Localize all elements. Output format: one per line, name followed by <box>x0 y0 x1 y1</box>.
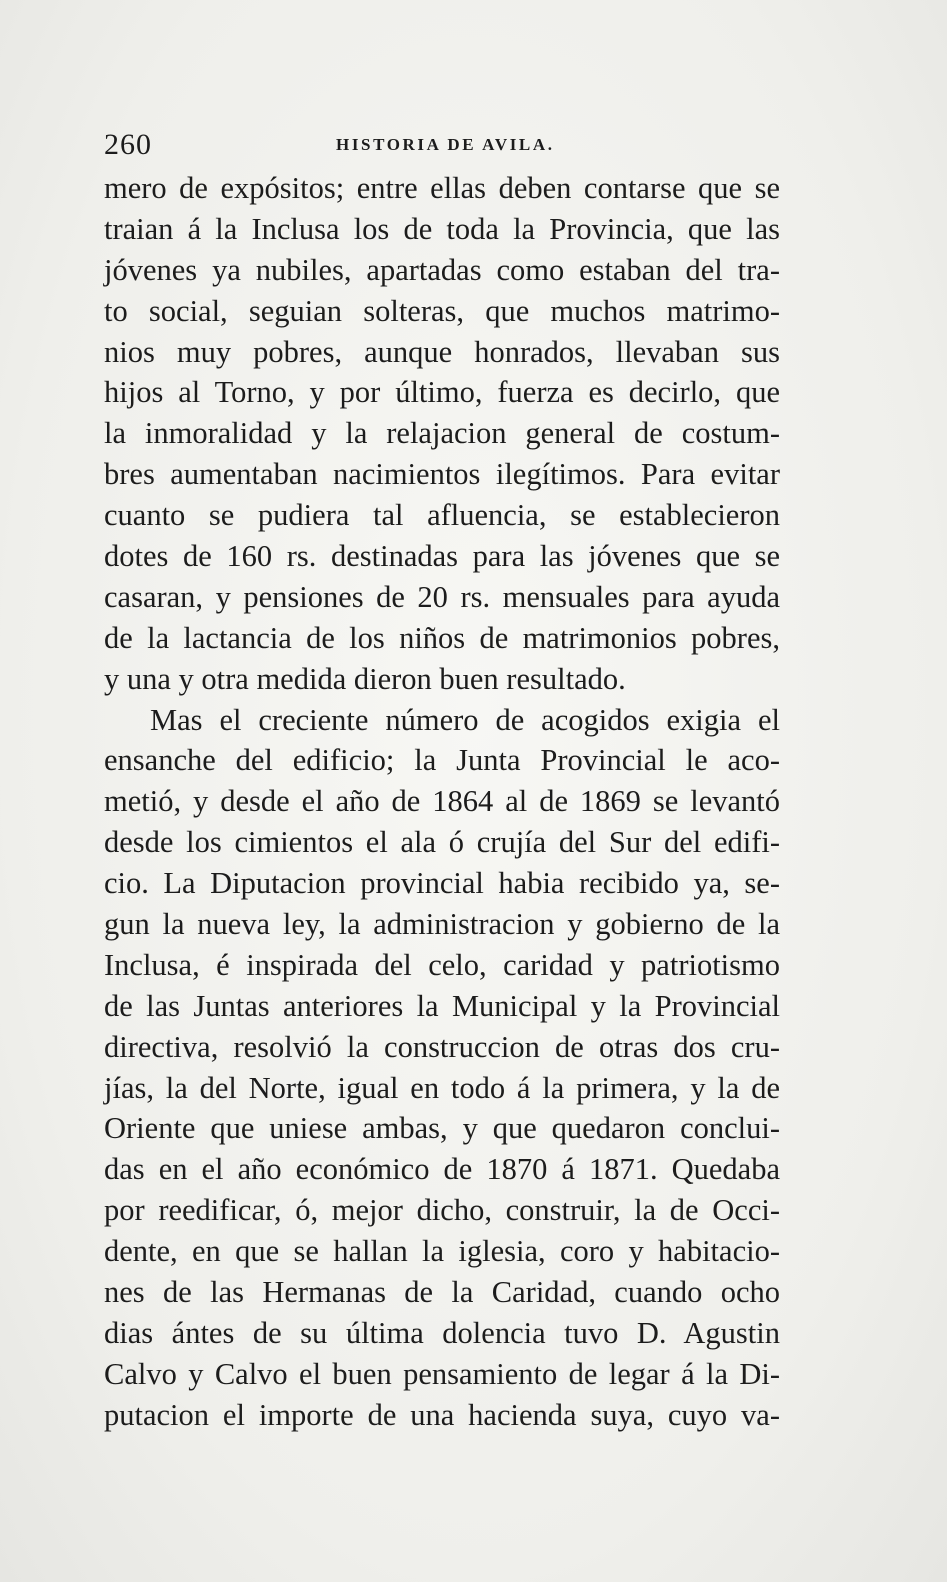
text-line: Calvo y Calvo el buen pensamiento de legar á la Di- <box>104 1356 780 1391</box>
text-line: mero de expósitos; entre ellas deben contarse que se <box>104 171 780 205</box>
text-line: putacion el importe de una hacienda suya, cuyo va- <box>104 1397 780 1432</box>
text-line: de las Juntas anteriores la Municipal y la Provincial <box>104 988 780 1023</box>
text-line: ensanche del edificio; la Junta Provincial le aco- <box>104 743 780 778</box>
text-line: dias ántes de su última dolencia tuvo D. Agustin <box>104 1315 780 1350</box>
text-line: Oriente que uniese ambas, y que quedaron conclui- <box>104 1111 780 1146</box>
text-line: por reedificar, ó, mejor dicho, construir, la de Occi- <box>104 1193 780 1228</box>
text-line: directiva, resolvió la construccion de otras dos cru- <box>104 1029 780 1064</box>
text-line: das en el año económico de 1870 á 1871. Quedaba <box>104 1152 780 1187</box>
text-line: dente, en que se hallan la iglesia, coro y habitacio- <box>104 1234 780 1269</box>
text-line: jías, la del Norte, igual en todo á la primera, y la de <box>104 1070 780 1105</box>
text-line: nes de las Hermanas de la Caridad, cuando ocho <box>104 1275 780 1310</box>
body-text <box>104 168 780 1436</box>
text-line: traian á la Inclusa los de toda la Provincia, que las <box>104 211 780 246</box>
text-line: gun la nueva ley, la administracion y gobierno de la <box>104 907 780 942</box>
text-line: la inmoralidad y la relajacion general de costum- <box>104 416 780 451</box>
text-line: cio. La Diputacion provincial habia recibido ya, se- <box>104 866 780 901</box>
text-line: cuanto se pudiera tal afluencia, se establecieron <box>104 498 780 533</box>
text-line: to social, seguian solteras, que muchos matrimo- <box>104 293 780 328</box>
paragraph-end-line: y una y otra medida dieron buen resultado. <box>104 661 626 696</box>
text-line: jóvenes ya nubiles, apartadas como estaban del tra- <box>104 252 780 287</box>
running-title: HISTORIA DE AVILA. <box>336 135 555 154</box>
text-line: dotes de 160 rs. destinadas para las jóvenes que se <box>104 539 780 574</box>
page-number: 260 <box>104 128 152 161</box>
paragraph-start-line: Mas el creciente número de acogidos exigia el <box>150 702 780 737</box>
text-line: de la lactancia de los niños de matrimonios pobres, <box>104 620 780 655</box>
text-line: nios muy pobres, aunque honrados, llevaban sus <box>104 334 780 369</box>
text-line: Inclusa, é inspirada del celo, caridad y patriotismo <box>104 947 780 982</box>
text-line: hijos al Torno, y por último, fuerza es decirlo, que <box>104 375 780 410</box>
text-line: bres aumentaban nacimientos ilegítimos. Para evitar <box>104 457 780 492</box>
text-line: desde los cimientos el ala ó crujía del Sur del edifi- <box>104 825 780 860</box>
page-header <box>104 128 780 168</box>
text-line: metió, y desde el año de 1864 al de 1869 se levantó <box>104 784 780 819</box>
text-line: casaran, y pensiones de 20 rs. mensuales para ayuda <box>104 579 780 614</box>
